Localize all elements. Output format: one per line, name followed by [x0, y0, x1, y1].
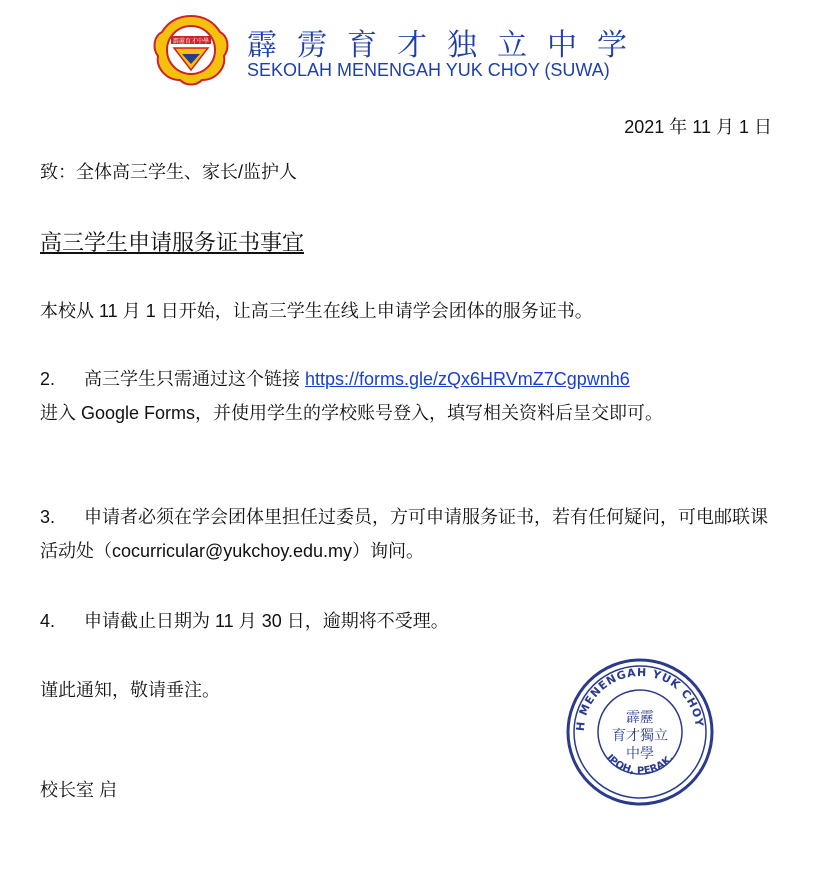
paragraph-3: [40, 500, 780, 568]
paragraph-2: [40, 362, 780, 430]
paragraph-2-text-after: 进入 Google Forms，并使用学生的学校账号登入，填写相关资料后呈交即可。: [40, 403, 664, 423]
official-stamp: [564, 656, 716, 808]
paragraph-1: [40, 294, 780, 328]
stamp-center-line-2: 育才獨立: [612, 728, 668, 744]
stamp-ring-text: H MENENGAH YUK CHOY: [573, 665, 706, 732]
google-forms-link[interactable]: https://forms.gle/zQx6HRVmZ7Cgpwnh6: [305, 369, 630, 389]
stamp-center-line-3: 中學: [626, 746, 654, 762]
paragraph-4-number: 4.: [40, 611, 56, 631]
school-logo: [152, 14, 230, 86]
letter-closing: 谨此通知，敬请垂注。: [40, 680, 220, 700]
paragraph-2-number: 2.: [40, 369, 56, 389]
paragraph-2-text-before: 高三学生只需通过这个链接: [84, 369, 305, 389]
letter-subject: 高三学生申请服务证书事宜: [40, 230, 305, 255]
paragraph-1-text: 本校从 11 月 1 日开始，让高三学生在线上申请学会团体的服务证书。: [40, 301, 593, 321]
svg-text:霹靂育才中學: 霹靂育才中學: [172, 38, 210, 45]
paragraph-4-text: 申请截止日期为 11 月 30 日，逾期将不受理。: [84, 611, 449, 631]
stamp-bottom-text: IPOH, PERAK.: [604, 752, 676, 777]
paragraph-4: [40, 604, 780, 638]
school-name-chinese: 霹雳育才独立中学: [247, 28, 647, 63]
paragraph-3-number: 3.: [40, 507, 56, 527]
letter-recipient: 致：全体高三学生、家长/监护人: [40, 162, 297, 182]
paragraph-3-text: 申请者必须在学会团体里担任过委员，方可申请服务证书，若有任何疑问，可电邮联课活动处（cocurricular@yukchoy.edu.my）询问。: [40, 507, 768, 561]
school-name-english: SEKOLAH MENENGAH YUK CHOY (SUWA): [247, 60, 610, 80]
letter-signature: 校长室 启: [40, 780, 118, 800]
stamp-center-line-1: 霹靂: [626, 710, 654, 726]
letter-date: 2021 年 11 月 1 日: [624, 117, 772, 137]
